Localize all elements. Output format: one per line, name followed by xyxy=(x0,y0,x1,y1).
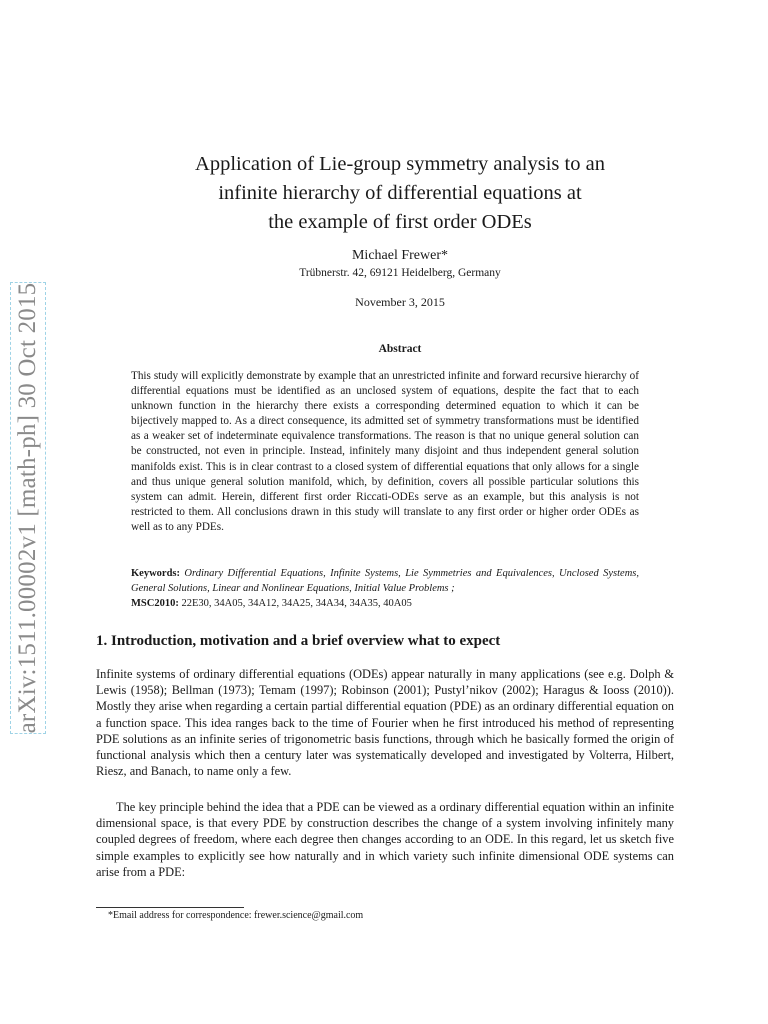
abstract-heading: Abstract xyxy=(378,343,422,355)
keywords-label: Keywords: xyxy=(131,568,180,579)
footnote-email: *Email address for correspondence: frewer.science@gmail.com xyxy=(108,910,364,921)
abstract-text: This study will explicitly demonstrate by example that an unrestricted infinite and forward recursive hierarchy of differential equations must be identified as an unclosed system of equations, despite the fact that to each unknown function in the hierarchy there exists a corresponding determined equation to which it can be bijectively mapped to. As a direct consequence, its admitted set of symmetry transformations must be identified as a weaker set of indeterminate equivalence transformations. The reason is that no unique general solution can be constructed, not even in principle. Instead, infinitely many disjoint and thus independent general solution manifolds exist. This is in clear contrast to a closed system of differential equations that only allows for a single and thus unique general solution manifold, which, by definition, covers all possible particular solutions this system can admit. Herein, different first order Riccati-ODEs serve as an example, but this analysis is not restricted to them. All conclusions drawn in this study will translate to any first order or higher order ODEs as well as to any PDEs. xyxy=(131,370,639,533)
msc-classification xyxy=(131,596,639,611)
paper-title xyxy=(110,150,690,237)
author-affiliation: Trübnerstr. 42, 69121 Heidelberg, Germany xyxy=(299,267,501,279)
body-paragraph-1: Infinite systems of ordinary differential equations (ODEs) appear naturally in many applications (see e.g. Dolph & Lewis (1958); Bellman (1973); Temam (1997); Robinson (2001); Pustyl’nikov (2002); Haragus & Iooss (2010)). Mostly they arise when regarding a certain partial differential equation (PDE) as an ordinary differential equation on a function space. This idea ranges back to the time of Fourier when he first introduced his method of representing PDE solutions as an infinite series of trigonometric basis functions, through which he basically formed the origin of functional analysis which then a century later was systematically developed and investigated by Volterra, Hilbert, Riesz, and Banach, to name only a few. xyxy=(96,667,674,779)
publication-date: November 3, 2015 xyxy=(355,295,445,309)
title-line-1: Application of Lie-group symmetry analysis to an xyxy=(195,153,605,175)
keywords xyxy=(131,566,639,596)
footnote-divider xyxy=(96,907,244,908)
arxiv-identifier-stamp xyxy=(10,282,46,734)
arxiv-identifier-text: arXiv:1511.00002v1 [math-ph] 30 Oct 2015 xyxy=(14,282,41,734)
title-line-2: infinite hierarchy of differential equations at xyxy=(218,182,582,204)
section-heading: 1. Introduction, motivation and a brief overview what to expect xyxy=(96,633,501,649)
keywords-terms: Ordinary Differential Equations, Infinite Systems, Lie Symmetries and Equivalences, Unclosed Systems, General Solutions, Linear and Nonlinear Equations, Initial Value Problems ; xyxy=(131,568,639,594)
msc-label: MSC2010: xyxy=(131,598,179,609)
title-line-3: the example of first order ODEs xyxy=(268,211,532,233)
body-paragraph-2: The key principle behind the idea that a PDE can be viewed as a ordinary differential equation within an infinite dimensional space, is that every PDE by construction describes the change of a system involving infinitely many coupled degrees of freedom, where each degree then changes according to an ODE. In this regard, let us sketch five simple examples to explicitly see how naturally and in which variety such infinite dimensional ODE systems can arise from a PDE: xyxy=(96,800,674,879)
msc-codes: 22E30, 34A05, 34A12, 34A25, 34A34, 34A35, 40A05 xyxy=(181,598,412,609)
author-name: Michael Frewer* xyxy=(351,248,449,263)
